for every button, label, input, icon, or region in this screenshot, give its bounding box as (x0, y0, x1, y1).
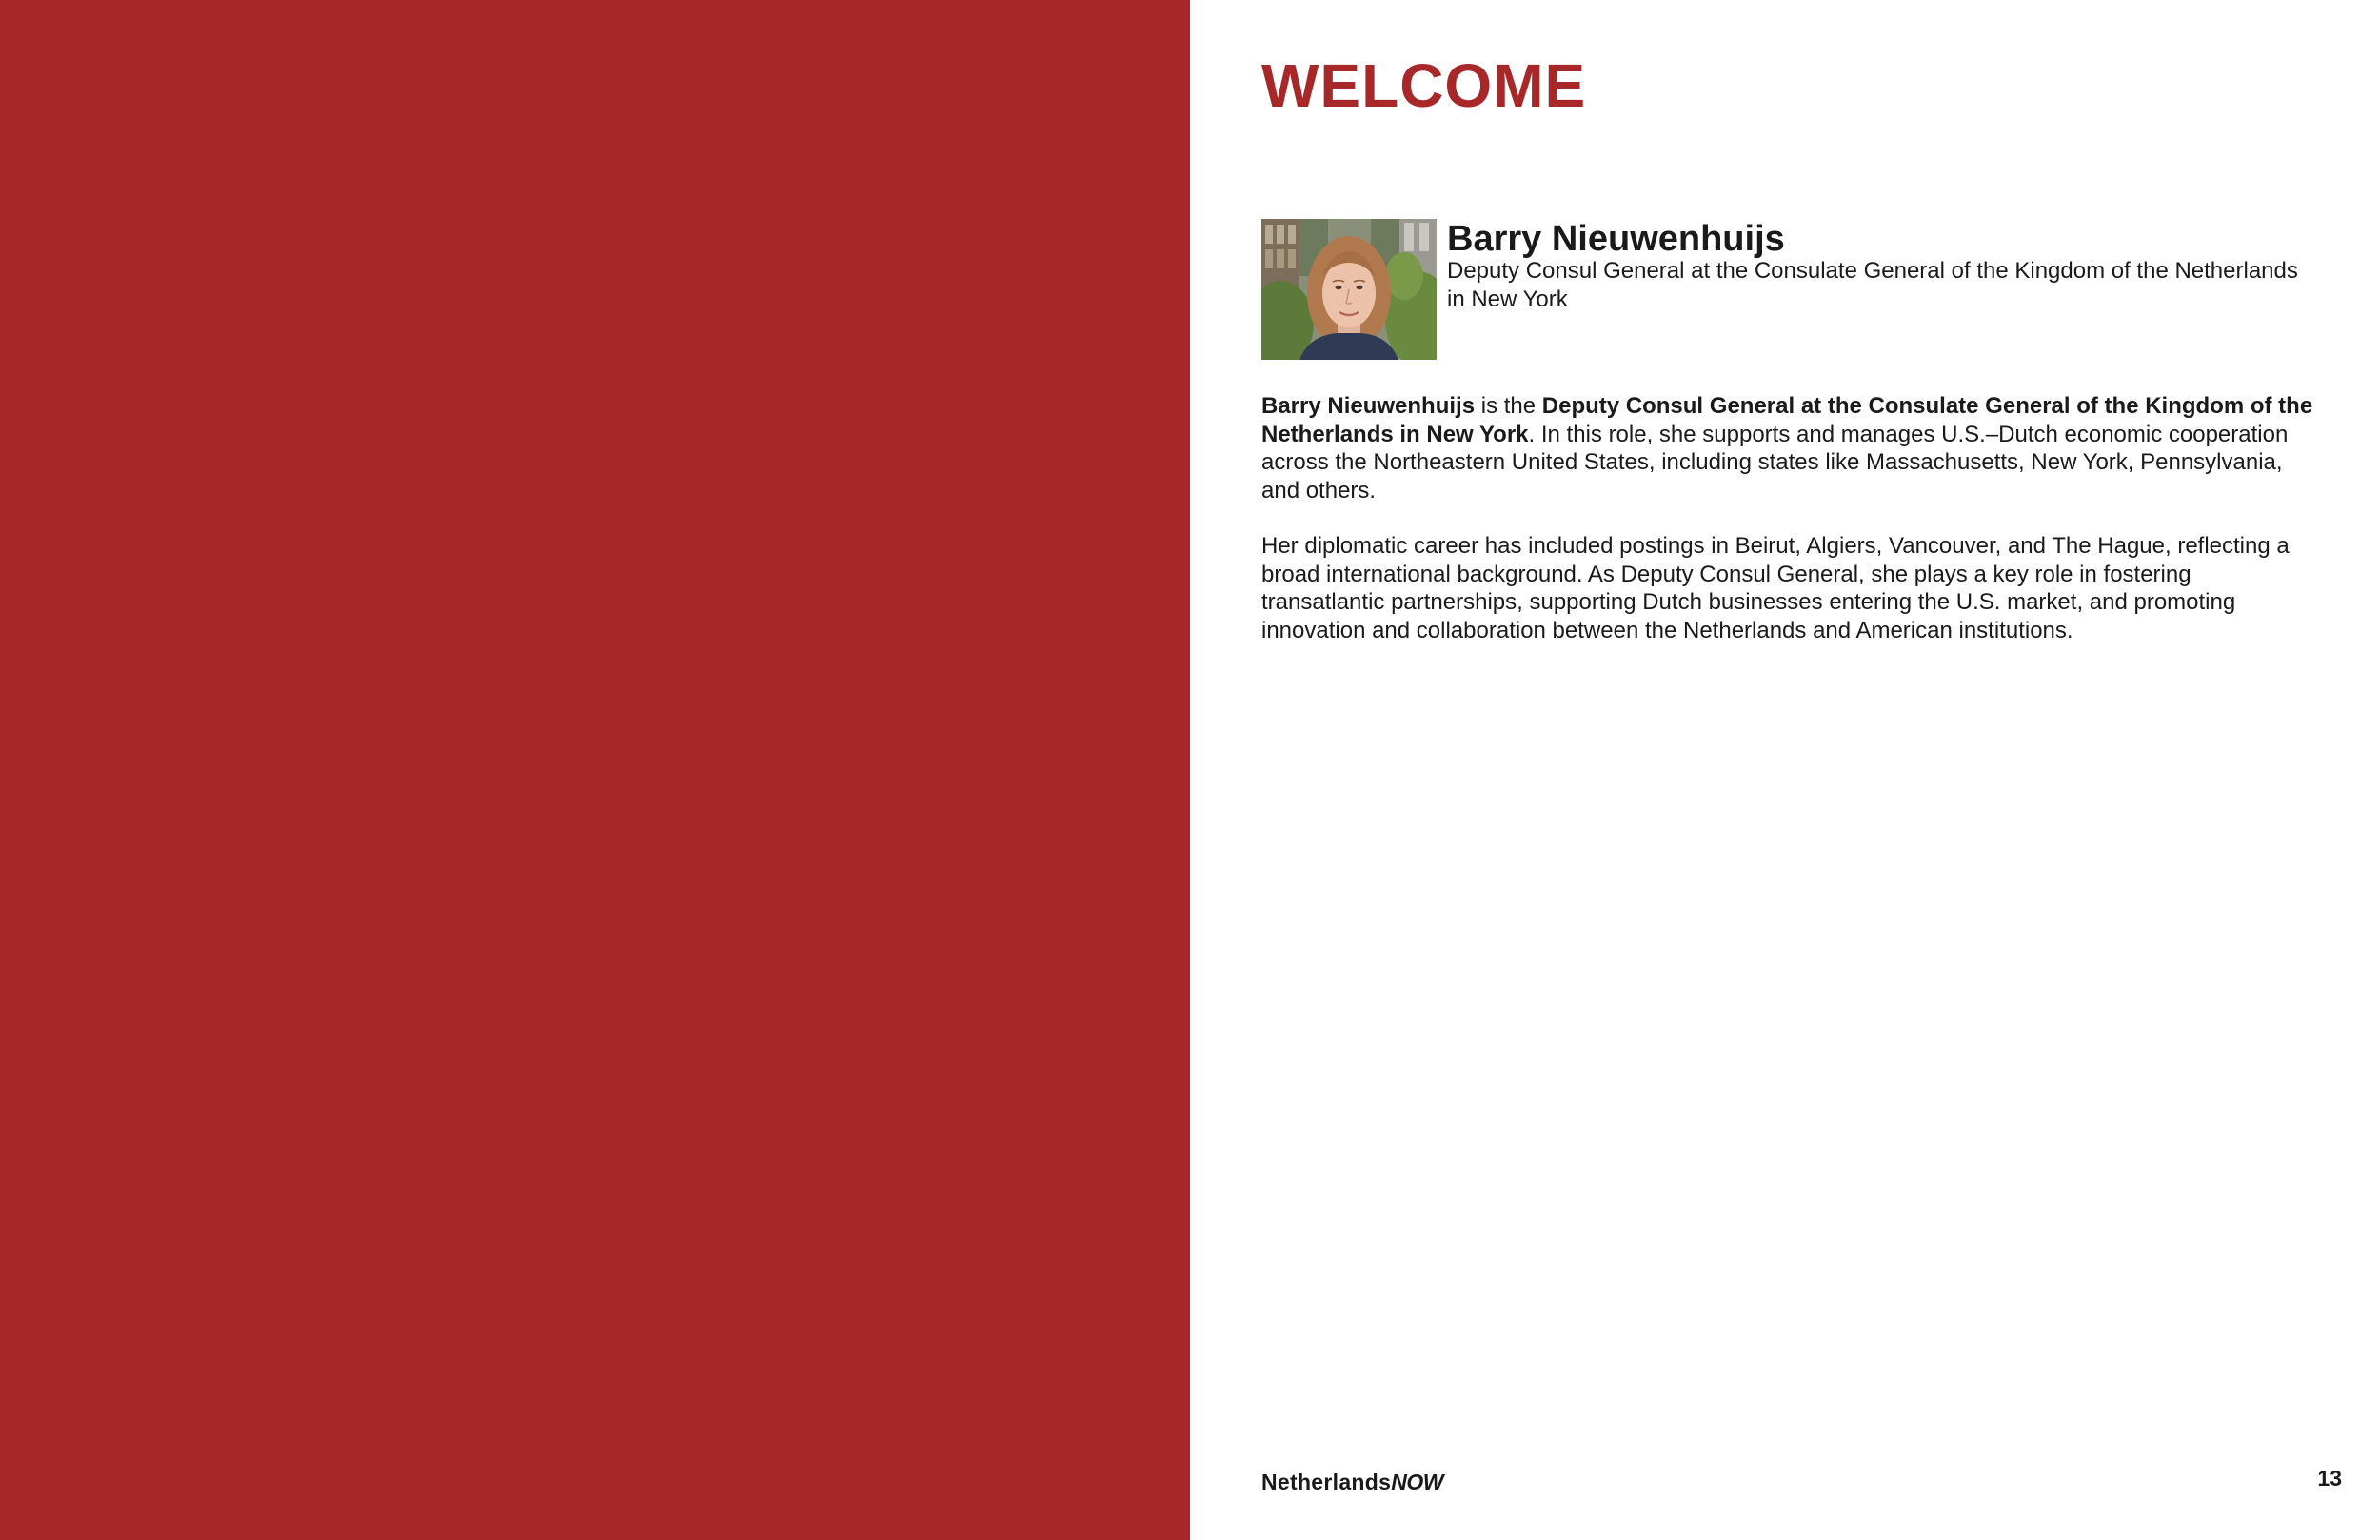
profile-header (1261, 219, 2309, 362)
bio-name-bold: Barry Nieuwenhuijs (1261, 393, 1476, 419)
bio-paragraph-1 (1261, 392, 2318, 504)
brand-now: NOW (1391, 1470, 1443, 1494)
footer-brand-logo (1261, 1470, 1443, 1495)
portrait-photo (1261, 219, 1437, 360)
bio-is-the: is the (1475, 393, 1542, 419)
brand-netherlands: Netherlands (1261, 1470, 1392, 1494)
bio-title-bold: Deputy Consul General at the Consulate General of the Kingdom of the Netherlands in New York (1261, 393, 2313, 447)
bio (1261, 392, 2318, 672)
bio-paragraph-2: Her diplomatic career has included postings in Beirut, Algiers, Vancouver, and The Hague, reflecting a broad international background. As Deputy Consul General, she plays a key role in fostering transatlantic partnerships, supporting Dutch businesses entering the U.S. market, and promoting innovation and collaboration between the Netherlands and American institutions. (1261, 533, 2290, 643)
page-number: 13 (2317, 1466, 2342, 1491)
bio-paragraph-1-rest: . In this role, she supports and manages U.S.–Dutch economic cooperation across the Northeastern United States, including states like Massachusetts, New York, Pennsylvania, and others. (1261, 421, 2289, 503)
person-name: Barry Nieuwenhuijs (1447, 219, 1785, 259)
person-role: Deputy Consul General at the Consulate General of the Kingdom of the Netherlands in New York (1447, 258, 2298, 312)
page-title: WELCOME (1261, 51, 1587, 120)
right-page (1190, 0, 2380, 1540)
